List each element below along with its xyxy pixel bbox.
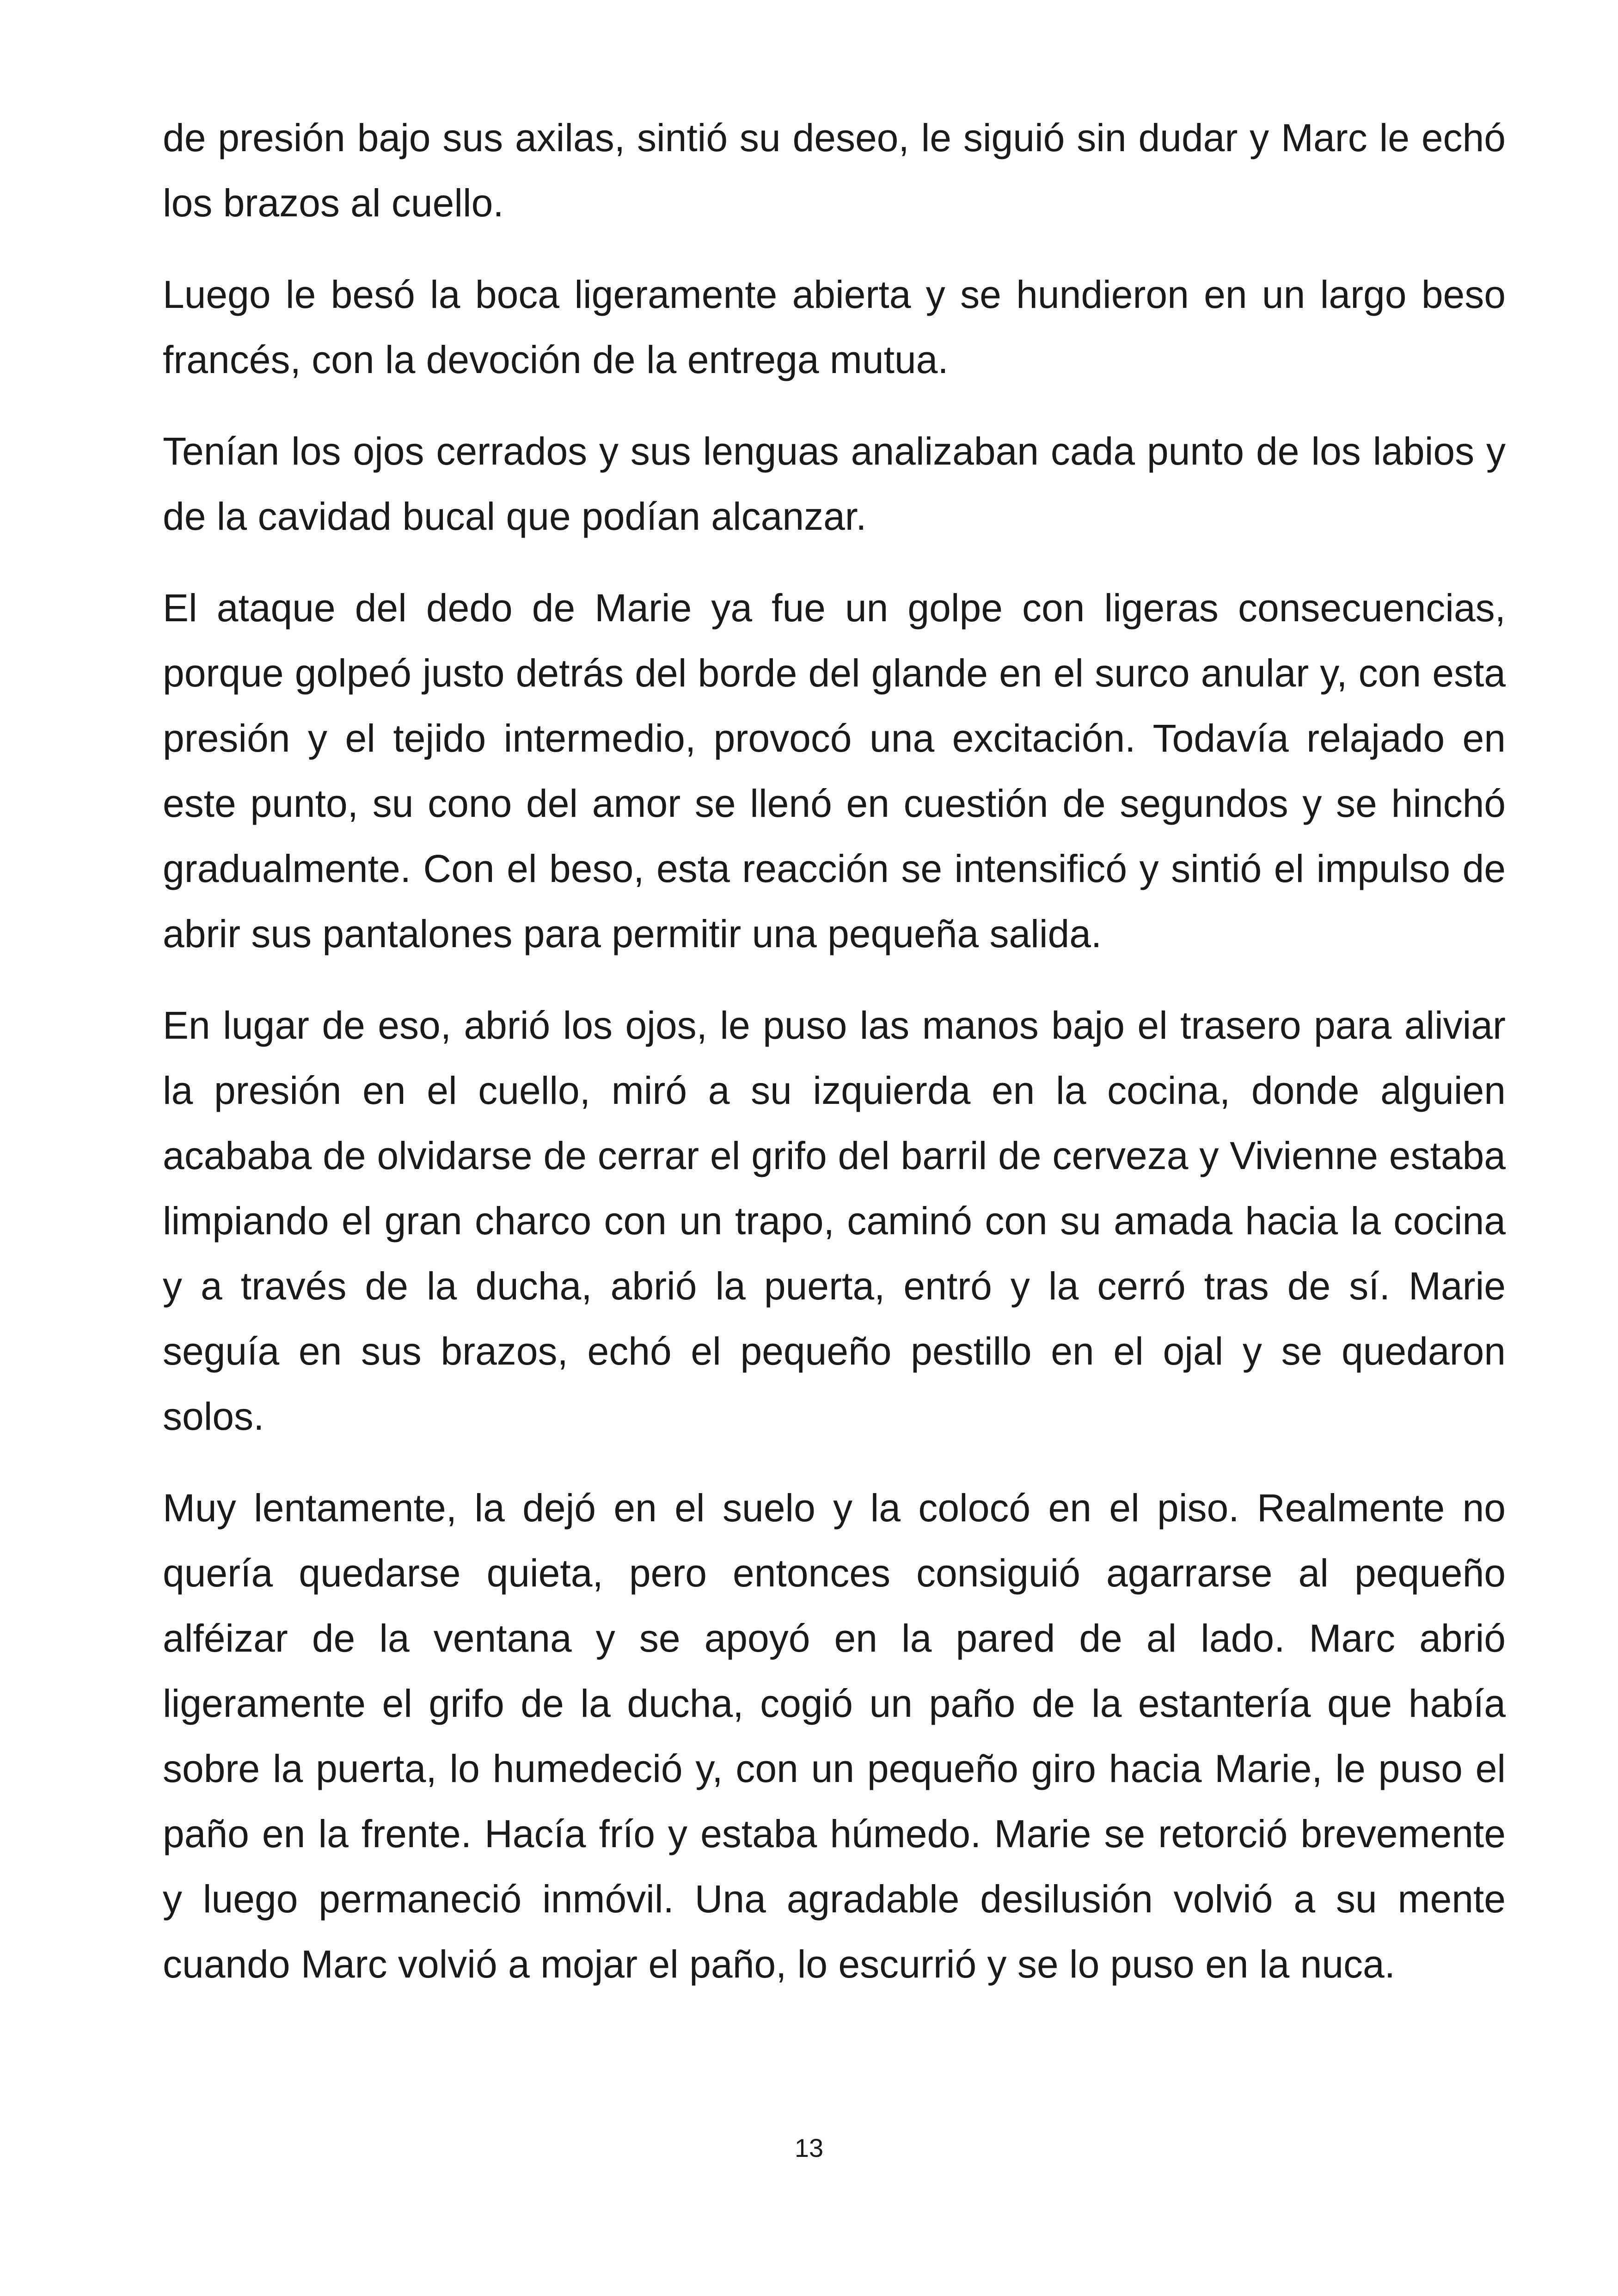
paragraph-3: Tenían los ojos cerrados y sus lenguas analizaban cada punto de los labios y de la cavidad bucal que podían alcanzar. xyxy=(163,429,1506,538)
paragraph-6: Muy lentamente, la dejó en el suelo y la colocó en el piso. Realmente no quería quedarse quieta, pero entonces consiguió agarrarse al pequeño alféizar de la ventana y se apoyó en la pared de al lado. Marc abrió ligeramente el grifo de la ducha, cogió un paño de la estantería que había sobre la puerta, lo humedeció y, con un pequeño giro hacia Marie, le puso el paño en la frente. Hacía frío y estaba húmedo. Marie se retorció brevemente y luego permaneció inmóvil. Una agradable desilusión volvió a su mente cuando Marc volvió a mojar el paño, lo escurrió y se lo puso en la nuca. xyxy=(163,1486,1506,1986)
paragraph-1: de presión bajo sus axilas, sintió su deseo, le siguió sin dudar y Marc le echó los brazos al cuello. xyxy=(163,116,1506,225)
body-text xyxy=(163,105,1506,2023)
paragraph-5: En lugar de eso, abrió los ojos, le puso las manos bajo el trasero para aliviar la presión en el cuello, miró a su izquierda en la cocina, donde alguien acababa de olvidarse de cerrar el grifo del barril de cerveza y Vivienne estaba limpiando el gran charco con un trapo, caminó con su amada hacia la cocina y a través de la ducha, abrió la puerta, entró y la cerró tras de sí. Marie seguía en sus brazos, echó el pequeño pestillo en el ojal y se quedaron solos. xyxy=(163,1004,1506,1438)
page-number: 13 xyxy=(794,2133,824,2162)
paragraph-2: Luego le besó la boca ligeramente abierta y se hundieron en un largo beso francés, con la devoción de la entrega mutua. xyxy=(163,273,1506,381)
paragraph-4: El ataque del dedo de Marie ya fue un golpe con ligeras consecuencias, porque golpeó justo detrás del borde del glande en el surco anular y, con esta presión y el tejido intermedio, provocó una excitación. Todavía relajado en este punto, su cono del amor se llenó en cuestión de segundos y se hinchó gradualmente. Con el beso, esta reacción se intensificó y sintió el impulso de abrir sus pantalones para permitir una pequeña salida. xyxy=(163,586,1506,955)
